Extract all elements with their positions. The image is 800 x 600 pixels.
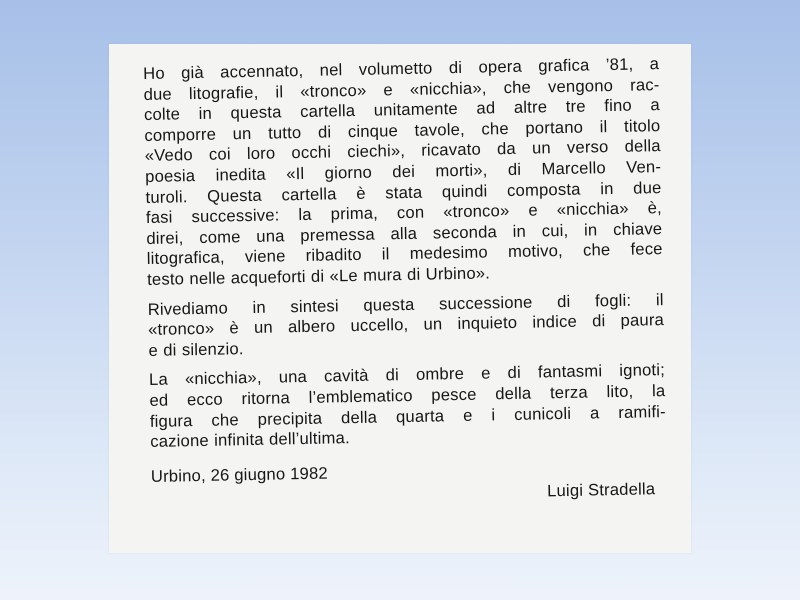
paragraph-1	[143, 54, 663, 290]
text-line: turoli. Questa cartella è stata quindi composta in due	[145, 177, 662, 207]
text-line: comporre un tutto di cinque tavole, che portano il titolo	[144, 115, 661, 145]
document-footer	[151, 457, 668, 517]
text-line: ed ecco ritorna l’emblematico pesce della terza lito, la	[149, 380, 666, 410]
paragraph-3	[149, 360, 666, 452]
text-line: due litografie, il «tronco» e «nicchia», che vengono rac-	[143, 74, 660, 104]
text-line: litografica, viene ribadito il medesimo motivo, che fece	[146, 239, 663, 269]
text-line: cazione infinita dell’ultima.	[150, 428, 350, 452]
text-line: testo nelle acqueforti di «Le mura di Urbino».	[146, 263, 491, 289]
text-line: Ho già accennato, nel volumetto di opera grafica ’81, a	[143, 54, 660, 83]
text-line: e di silenzio.	[148, 338, 244, 360]
text-line: fasi successive: la prima, con «tronco» e «nicchia» è,	[145, 198, 663, 228]
document-page	[109, 44, 691, 553]
text-line: figura che precipita della quarta e i cunicoli a ramifi-	[149, 401, 666, 431]
text-line: «tronco» è un albero uccello, un inquieto indice di paura	[147, 310, 665, 340]
text-line: «Vedo coi loro occhi ciechi», ricavato da un verso della	[144, 136, 661, 166]
place-date: Urbino, 26 giugno 1982	[150, 463, 329, 486]
text-line: colte in questa cartella unitamente ad altre tre fino a	[143, 95, 661, 125]
author-signature: Luigi Stradella	[546, 478, 656, 501]
text-line: poesia inedita «Il giorno dei morti», di Marcello Ven-	[144, 157, 662, 186]
text-line: Rivediamo in sintesi questa successione di fogli: il	[147, 289, 664, 319]
paragraph-2	[148, 290, 665, 362]
text-line: direi, come una premessa alla seconda in cui, in chiave	[146, 218, 663, 248]
text-line: La «nicchia», una cavità di ombre e di fantasmi ignoti;	[148, 360, 666, 390]
document-text	[143, 54, 668, 517]
